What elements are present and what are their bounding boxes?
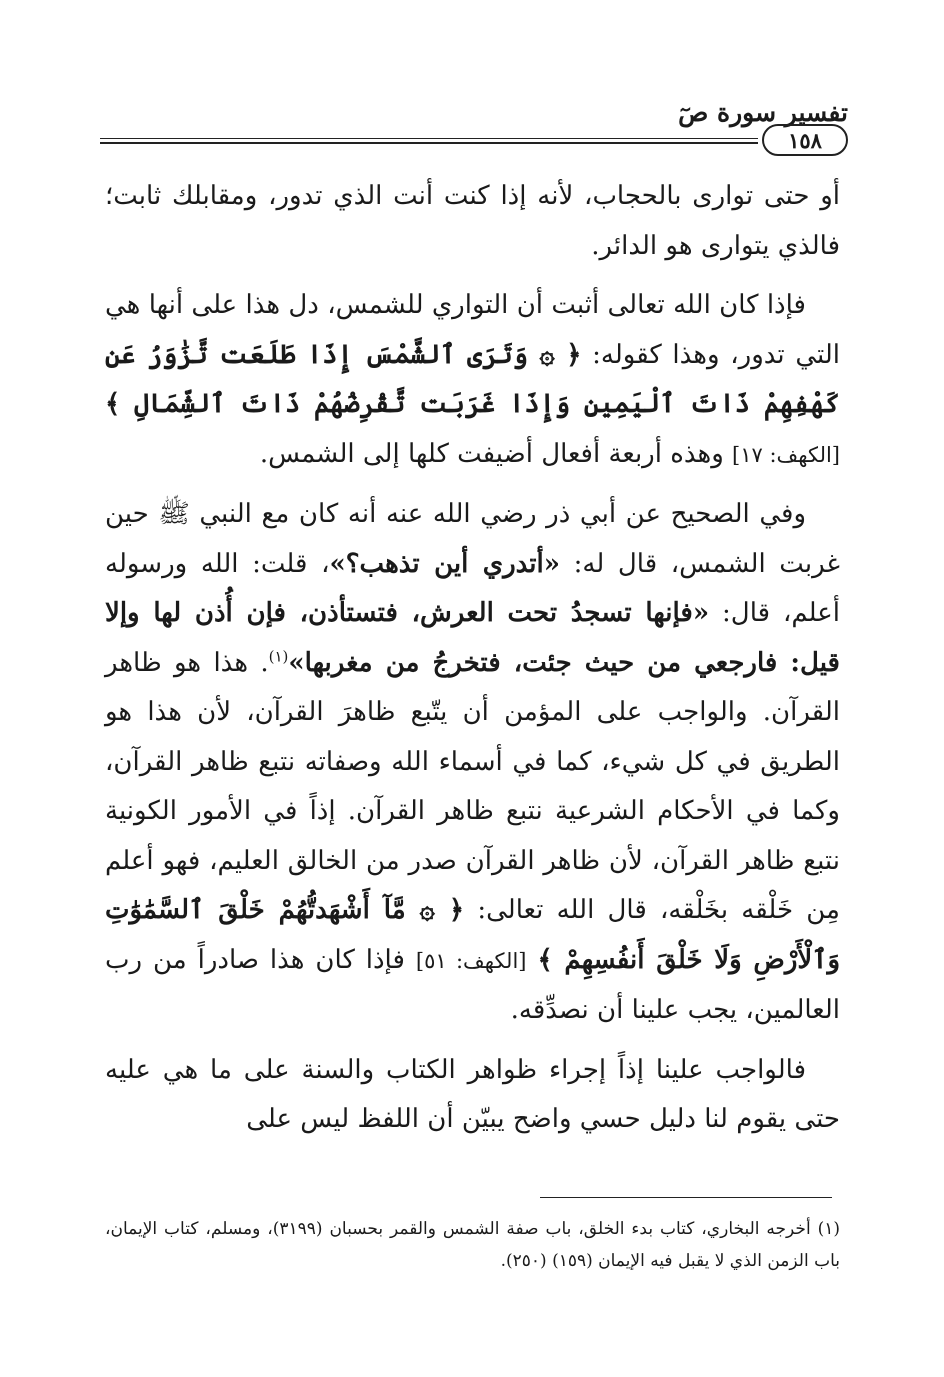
paragraph-text: ، قلت: الله ورسوله أعلم، قال: <box>105 548 841 628</box>
header-rule <box>100 138 758 139</box>
running-title: تفسير سورة صٓ <box>678 98 848 127</box>
paragraph-text: وهذه أربعة أفعال أضيفت كلها إلى الشمس. <box>259 438 724 469</box>
paragraph <box>105 490 840 1036</box>
paragraph-text: أو حتى توارى بالحجاب، لأنه إذا كنت أنت الذي تدور، ومقابلك ثابت؛ فالذي يتوارى هو الدائر. <box>105 181 840 261</box>
header-rule-thick <box>100 142 758 144</box>
footnote-marker: (١) <box>268 646 289 665</box>
paragraph <box>105 172 840 271</box>
verse-reference: [الكهف: ٥١] <box>415 948 527 973</box>
paragraph-text: فإذا كان هذا صادراً من رب العالمين، يجب علينا أن نصدِّقه. <box>105 944 840 1025</box>
paragraph-text: وفي الصحيح عن أبي ذر رضي الله عنه أنه كان مع النبي ﷺ حين غربت الشمس، قال له: <box>105 499 841 579</box>
footnotes <box>105 1213 840 1277</box>
paragraph-text: . هذا هو ظاهر القرآن. والواجب على المؤمن أن يتّبع ظاهرَ القرآن، لأن هذا هو الطريق في كل شيء، كما في أسماء الله وصفاته نتبع ظاهر القرآن، وكما في الأحكام الشرعية نتبع ظاهر القرآن. إذاً في الأمور الكونية نتبع ظاهر القرآن، لأن ظاهر القرآن صدر من الخالق العليم، فهو أعلم مِن خَلْقه بخَلْقه، قال الله تعالى: <box>105 647 840 925</box>
quran-verse: ﴿ ۞ مَّآ أَشْهَدتُّهُمْ خَلْقَ ٱلسَّمَٰوَٰتِ وَٱلْأَرْضِ وَلَا خَلْقَ أَنفُسِهِمْ ﴾ <box>105 895 841 975</box>
paragraph-text: فالواجب علينا إذاً إجراء ظواهر الكتاب والسنة على ما هي عليه حتى يقوم لنا دليل حسي واضح يبيّن أن اللفظ ليس على <box>105 1054 840 1134</box>
quran-verse: ﴿ ۞ وَتَرَى ٱلشَّمْسَ إِذَا طَلَعَت تَّزَٰوَرُ عَن كَهْفِهِمْ ذَاتَ ٱلْيَمِينِ وَإِذَا غَرَبَت تَّقْرِضُهُمْ ذَاتَ ٱلشِّمَالِ ﴾ <box>105 339 840 419</box>
paragraph <box>105 1046 840 1145</box>
verse-reference: [الكهف: ١٧] <box>732 442 840 467</box>
main-text <box>105 172 840 1155</box>
page-number: ١٥٨ <box>762 124 848 156</box>
hadith-quote: «فإنها تسجدُ تحت العرش، فتستأذن، فإن أُذن لها وإلا قيل: فارجعي من حيث جئت، فتخرجُ من مغربها» <box>105 598 840 678</box>
page-header <box>100 96 848 160</box>
hadith-quote: «أتدري أين تذهب؟» <box>329 548 561 579</box>
paragraph <box>105 281 840 480</box>
footnote-separator <box>540 1197 832 1198</box>
paragraph-text: فإذا كان الله تعالى أثبت أن التواري للشمس، دل هذا على أنها هي التي تدور، وهذا كقوله: <box>105 290 840 370</box>
footnote: (١) أخرجه البخاري، كتاب بدء الخلق، باب صفة الشمس والقمر بحسبان (٣١٩٩)، ومسلم، كتاب الإيمان، باب الزمن الذي لا يقبل فيه الإيمان (١٥٩) (٢٥٠). <box>105 1219 841 1271</box>
